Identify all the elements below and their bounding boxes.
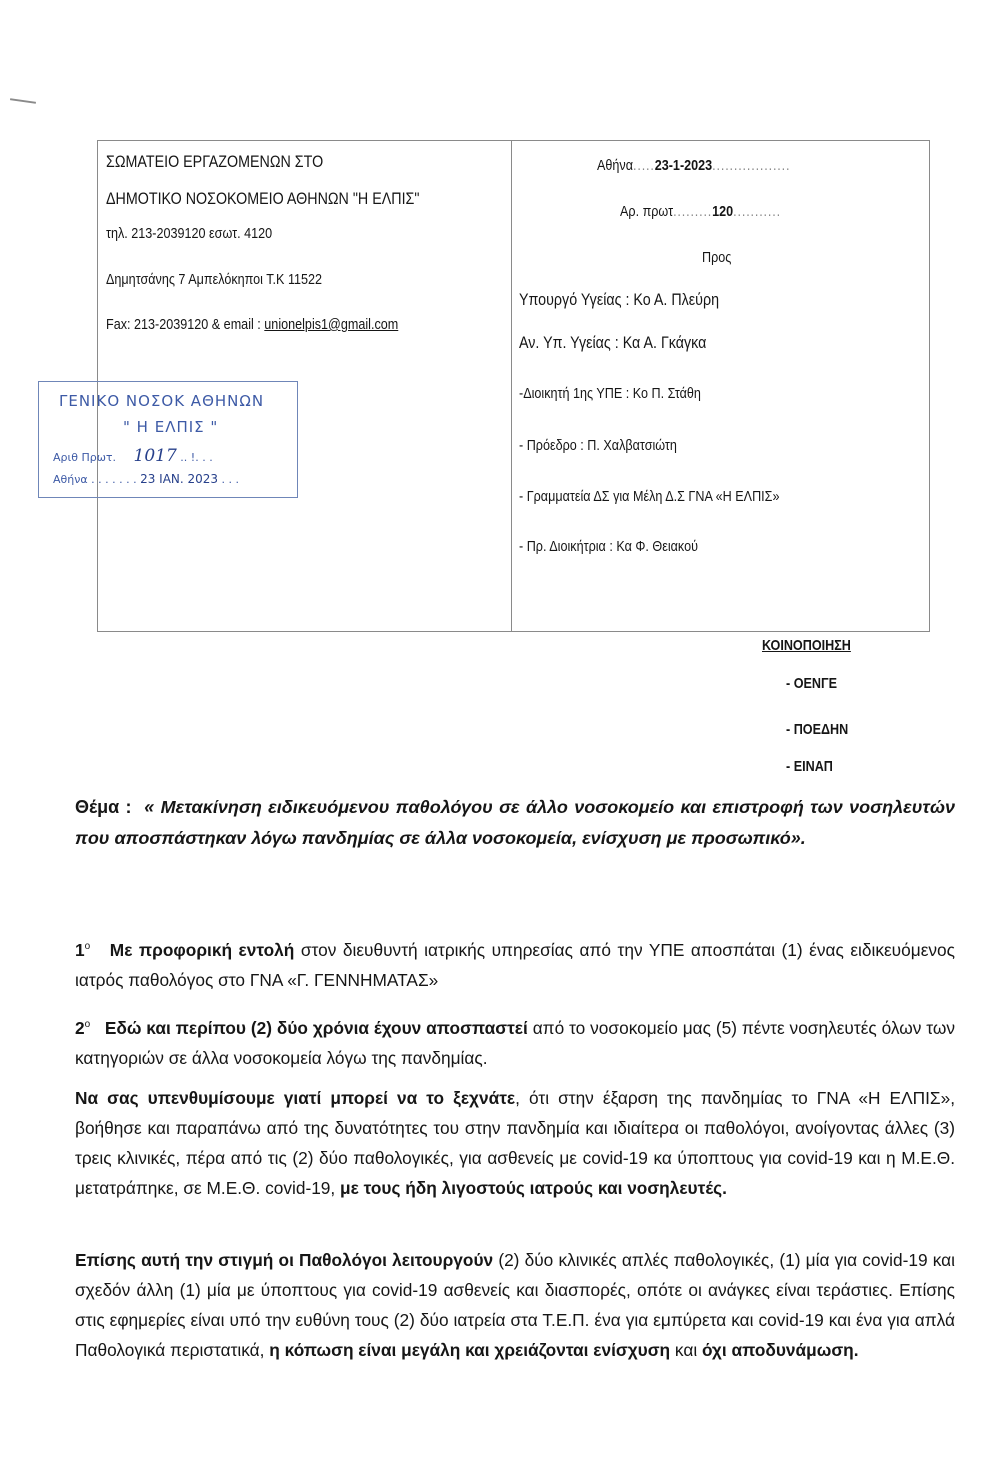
stamp-protocol-label: Αριθ Πρωτ. xyxy=(53,451,117,464)
recipient-item: -Διοικητή 1ης ΥΠΕ : Κο Π. Στάθη xyxy=(519,385,701,402)
p2-number: 2 xyxy=(75,1017,85,1038)
protocol-line: Αρ. πρωτ.........120........... xyxy=(620,203,781,220)
p4-text: (2) δύο κλινικές απλές παθολογικές, (1) μία για covid-19 και σχεδόν άλλη (1) μία με ύποπτους για covid-19 ασθενείς και διασπορές, οπότε οι ανάγκες είναι τεράστιες. Επίσης στις εφημερίες είναι υπό την ευθύνη τους (2) δύο ιατρεία στα Τ.Ε.Π. ένα για εμπύρετα και covid-19 και ένα για απλά Παθολογικά περιστατικά, xyxy=(75,1250,955,1360)
p1-number: 1 xyxy=(75,939,85,960)
sender-fax-email xyxy=(106,316,398,333)
p4-text-2: και xyxy=(670,1340,702,1360)
to-label: Προς xyxy=(702,249,732,266)
p2-bold: Εδώ και περίπου (2) δύο χρόνια έχουν αποσπαστεί xyxy=(104,1017,528,1038)
date-label: Αθήνα xyxy=(597,157,634,174)
paragraph-1: 1$^o$ Με προφορική εντολή στον διευθυντή ιατρικής υπηρεσίας από την ΥΠΕ αποσπάται (1) ένας ειδικευόμενος ιατρός παθολόγος στο ΓΝΑ «Γ. ΓΕΝΝΗΜΑΤΑΣ» xyxy=(75,939,955,990)
paragraph-2: 2$^o$ Εδώ και περίπου (2) δύο χρόνια έχουν αποσπαστεί από το νοσοκομείο μας (5) πέντε νοσηλευτές όλων των κατηγοριών σε άλλα νοσοκομεία λόγω της πανδημίας. xyxy=(75,1017,955,1068)
sender-address: Δημητσάνης 7 Αμπελόκηποι Τ.Κ 11522 xyxy=(106,271,323,288)
paragraph-4 xyxy=(75,1245,955,1365)
date-value: 23-1-2023 xyxy=(654,157,713,174)
p3-text: , ότι στην έξαρση της πανδημίας το ΓΝΑ «Η ΕΛΠΙΣ», βοήθησε και παραπάνω από της δυνατότητες του στην πανδημία και ιδιαίτερα οι παθολόγοι, ανοίγοντας άλλες (3) τρεις κλινικές, πέρα από τις (2) δύο παθολογικές, για ασθενείς με covid-19 κα ύποπτους για covid-19 και η Μ.Ε.Θ. μετατράπηκε, σε Μ.Ε.Θ. covid-19, xyxy=(75,1088,955,1198)
paragraph-3 xyxy=(75,1083,955,1203)
stamp-line-1: ΓΕΝΙΚΟ ΝΟΣΟΚ ΑΘΗΝΩΝ xyxy=(59,392,265,410)
sender-phone: τηλ. 213-2039120 εσωτ. 4120 xyxy=(106,225,273,242)
cc-item: - ΟΕΝΓΕ xyxy=(786,675,837,692)
header-divider xyxy=(511,140,512,632)
sender-line-1: ΣΩΜΑΤΕΙΟ ΕΡΓΑΖΟΜΕΝΩΝ ΣΤΟ xyxy=(106,152,324,171)
sender-email-link[interactable]: unionelpis1@gmail.com xyxy=(264,316,399,333)
sender-line-2: ΔΗΜΟΤΙΚΟ ΝΟΣΟΚΟΜΕΙΟ ΑΘΗΝΩΝ "Η ΕΛΠΙΣ" xyxy=(106,189,420,208)
p4-bold-2: η κόπωση είναι μεγάλη και χρειάζονται ενίσχυση xyxy=(269,1340,671,1360)
recipient-item: - Πρόεδρο : Π. Χαλβατσιώτη xyxy=(519,437,677,454)
scan-artifact xyxy=(10,98,36,104)
p3-bold: Να σας υπενθυμίσουμε γιατί μπορεί να το ξεχνάτε xyxy=(75,1088,516,1108)
stamp-protocol: Αριθ Πρωτ. 1017 .. !. . . xyxy=(53,446,213,466)
recipient-item: Αν. Υπ. Υγείας : Κα Α. Γκάγκα xyxy=(519,333,707,352)
p1-text: στον διευθυντή ιατρικής υπηρεσίας από την ΥΠΕ αποσπάται (1) ένας ειδικευόμενος ιατρός παθολόγος στο ΓΝΑ «Γ. ΓΕΝΝΗΜΑΤΑΣ» xyxy=(75,939,955,990)
sender-fax: Fax: 213-2039120 & email : xyxy=(106,316,265,333)
recipient-item: - Γραμματεία ΔΣ για Μέλη Δ.Σ ΓΝΑ «Η ΕΛΠΙΣ» xyxy=(519,488,780,505)
cc-title: ΚΟΙΝΟΠΟΙΗΣΗ xyxy=(762,637,851,654)
recipient-item: - Πρ. Διοικήτρια : Κα Φ. Θειακού xyxy=(519,538,698,555)
stamp-protocol-handwritten: 1017 xyxy=(133,446,177,466)
stamp-date-label: Αθήνα xyxy=(53,473,88,486)
p4-bold: Επίσης αυτή την στιγμή οι Παθολόγοι λειτουργούν xyxy=(75,1250,494,1270)
p3-bold-end: με τους ήδη λιγοστούς ιατρούς και νοσηλευτές. xyxy=(340,1178,727,1198)
cc-item: - ΠΟΕΔΗΝ xyxy=(786,721,849,738)
protocol-label: Αρ. πρωτ xyxy=(620,203,674,220)
subject-paragraph xyxy=(75,792,955,854)
p1-bold: Με προφορική εντολή xyxy=(109,939,295,960)
stamp-date-handwritten: 23 ΙΑΝ. 2023 xyxy=(140,472,219,486)
received-stamp xyxy=(38,381,298,498)
subject-label: Θέμα : xyxy=(75,797,132,817)
date-line: Αθήνα.....23-1-2023.................. xyxy=(597,157,791,174)
p2-text: από το νοσοκομείο μας (5) πέντε νοσηλευτές όλων των κατηγοριών σε άλλα νοσοκομεία λόγω της πανδημίας. xyxy=(75,1017,955,1068)
p4-bold-3: όχι αποδυνάμωση. xyxy=(701,1340,859,1360)
protocol-value: 120 xyxy=(712,203,734,220)
recipient-item: Υπουργό Υγείας : Κο Α. Πλεύρη xyxy=(519,290,720,309)
stamp-line-2: " Η ΕΛΠΙΣ " xyxy=(123,418,219,436)
cc-item: - ΕΙΝΑΠ xyxy=(786,758,833,775)
stamp-date: Αθήνα . . . . . . . 23 ΙΑΝ. 2023 . . . xyxy=(53,472,240,486)
subject-text: « Μετακίνηση ειδικευόμενου παθολόγου σε άλλο νοσοκομείο και επιστροφή των νοσηλευτών που αποσπάστηκαν λόγω πανδημίας σε άλλα νοσοκομεία, ενίσχυση με προσωπικό». xyxy=(75,797,955,848)
